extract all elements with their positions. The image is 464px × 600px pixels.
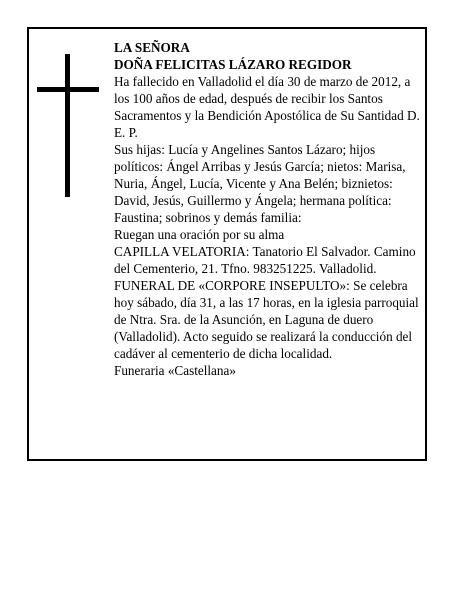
cross-vertical-bar: [65, 54, 70, 197]
obituary-text: [114, 39, 424, 379]
funeral-home: Funeraria «Castellana»: [114, 363, 236, 378]
cross-icon: [37, 54, 99, 197]
deceased-name: DOÑA FELICITAS LÁZARO REGIDOR: [114, 57, 352, 72]
death-announcement: Ha fallecido en Valladolid el día 30 de marzo de 2012, a los 100 años de edad, después de recibir los Santos Sacramentos y la Bendición Apostólica de Su Santidad D. E. P.: [114, 74, 420, 140]
title-line: LA SEÑORA: [114, 40, 190, 55]
cross-horizontal-bar: [37, 87, 99, 92]
prayer-request: Ruegan una oración por su alma: [114, 227, 285, 242]
funeral-info: FUNERAL DE «CORPORE INSEPULTO»: Se celebra hoy sábado, día 31, a las 17 horas, en la iglesia parroquial de Ntra. Sra. de la Asunción, en Laguna de duero (Valladolid). Acto seguido se realizará la conducción del cadáver al cementerio de dicha localidad.: [114, 278, 419, 361]
chapel-info: CAPILLA VELATORIA: Tanatorio El Salvador. Camino del Cementerio, 21. Tfno. 983251225. Valladolid.: [114, 244, 416, 276]
family-list: Sus hijas: Lucía y Angelines Santos Lázaro; hijos políticos: Ángel Arribas y Jesús García; nietos: Marisa, Nuria, Ángel, Lucía, Vicente y Ana Belén; biznietos: David, Jesús, Guillermo y Ángela; hermana política: Faustina; sobrinos y demás familia:: [114, 142, 406, 225]
